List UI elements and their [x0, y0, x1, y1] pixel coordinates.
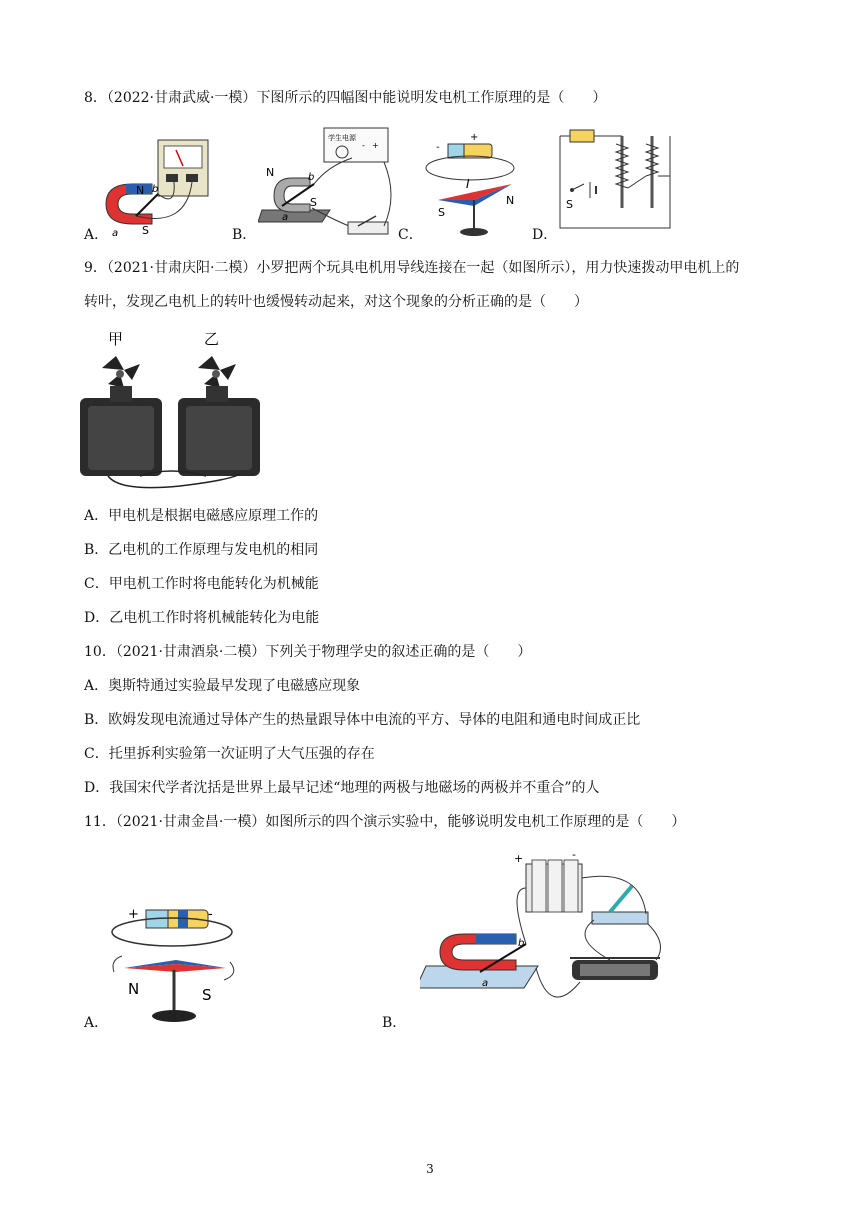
q9-label-jia: 甲 [108, 330, 124, 348]
q10-option-c: C．托里拆利实验第一次证明了大气压强的存在 [84, 746, 375, 762]
q11b-minus: - [572, 848, 576, 861]
q11a-plus: + [128, 907, 139, 922]
q11-option-b: B． [382, 1015, 407, 1031]
q10-stem: 10．（2021·甘肃酒泉·二模）下列关于物理学史的叙述正确的是（ ） [84, 644, 532, 660]
q8a-a-label: a [112, 228, 119, 238]
q9-stem-line1: 9．（2021·甘肃庆阳·二模）小罗把两个玩具电机用导线连接在一起（如图所示），用力快速拨动甲电机上的 [84, 260, 740, 276]
q11-figure-a [106, 900, 246, 1028]
q8-option-d: D． [532, 227, 558, 243]
q10-option-d: D．我国宋代学者沈括是世界上最早记述“地理的两极与地磁场的两极并不重合”的人 [84, 780, 600, 796]
q8-figure-a [96, 138, 216, 238]
q8-figure-d [556, 128, 676, 242]
q11b-a-label: a [482, 978, 489, 989]
q8d-s-label: S [566, 198, 573, 211]
q9-option-c: C．甲电机工作时将电能转化为机械能 [84, 576, 319, 592]
q9-stem-line2: 转叶，发现乙电机上的转叶也缓慢转动起来，对这个现象的分析正确的是（ ） [84, 294, 588, 310]
q11-figure-b [420, 848, 670, 1020]
q9-option-d: D．乙电机工作时将机械能转化为电能 [84, 610, 320, 626]
q11-option-a: A． [84, 1015, 109, 1031]
q8c-current-label: I [466, 177, 470, 191]
q11a-n-label: N [128, 980, 140, 998]
q8b-plus: + [372, 141, 379, 150]
q8c-plus: + [470, 132, 479, 143]
q8c-s-label: S [438, 206, 445, 219]
q8-option-a: A． [84, 227, 109, 243]
q9-figure-motors [80, 326, 270, 492]
q8b-minus: - [362, 141, 365, 150]
q11a-s-label: S [202, 986, 212, 1004]
q11b-b-label: b [518, 938, 525, 949]
page-number: 3 [426, 1162, 434, 1176]
q9-label-yi: 乙 [204, 330, 220, 348]
q9-option-a: A．甲电机是根据电磁感应原理工作的 [84, 508, 319, 524]
q8b-a-label: a [282, 212, 289, 223]
q8c-minus: - [436, 142, 440, 153]
q8-figure-c [424, 130, 534, 240]
q8c-n-label: N [506, 194, 515, 207]
q8b-s-label: S [310, 196, 317, 209]
q8-option-c: C． [398, 227, 423, 243]
q8b-n-label: N [266, 166, 275, 179]
q8a-s-label: S [142, 224, 149, 237]
q9-option-b: B．乙电机的工作原理与发电机的相同 [84, 542, 319, 558]
q8b-power-label: 学生电源 [328, 134, 356, 142]
q8-stem: 8．（2022·甘肃武威·一模）下图所示的四幅图中能说明发电机工作原理的是（ ） [84, 90, 607, 106]
q10-option-b: B．欧姆发现电流通过导体产生的热量跟导体中电流的平方、导体的电阻和通电时间成正比 [84, 712, 641, 728]
q8a-n-label: N [136, 184, 145, 197]
q8a-b-label: b [152, 184, 159, 195]
q8-option-b: B． [232, 227, 257, 243]
q8b-b-label: b [308, 172, 315, 183]
q11a-minus: - [208, 907, 213, 922]
q11-stem: 11．（2021·甘肃金昌·一模）如图所示的四个演示实验中，能够说明发电机工作原理的是（ ） [84, 814, 686, 830]
q8-figure-b [258, 126, 398, 242]
q10-option-a: A．奥斯特通过实验最早发现了电磁感应现象 [84, 678, 361, 694]
q11b-plus: + [514, 852, 524, 865]
